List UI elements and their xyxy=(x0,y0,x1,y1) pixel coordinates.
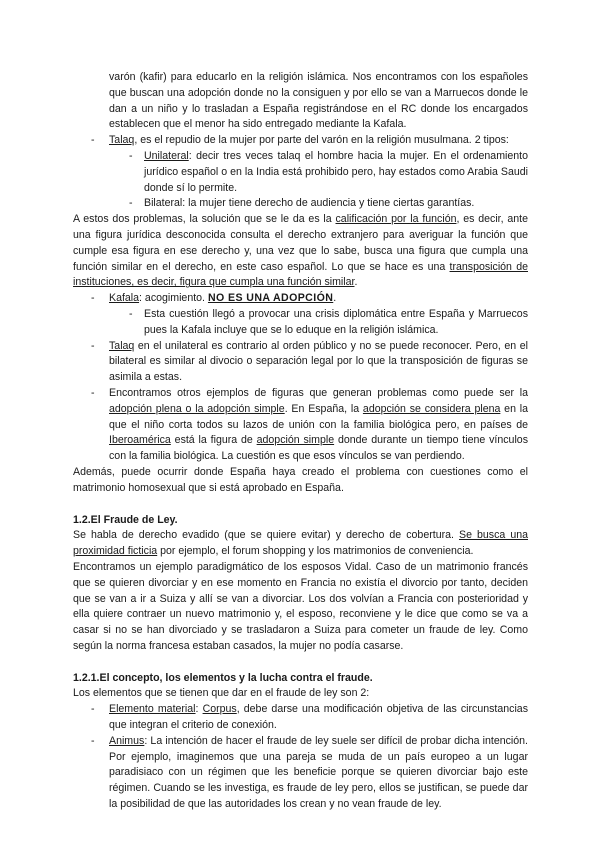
heading-concepto-elementos: 1.2.1.El concepto, los elementos y la lucha contra el fraude. xyxy=(73,671,373,684)
bullet-otros-ejemplos: - Encontramos otros ejemplos de figuras que generan problemas como puede ser la adopción plena o la adopción simple. En España, la adopción se considera plena en la que el niño corta todos su lazos de unión con la familia biológica pero, en países de Iberoamérica está la figura de adopción simple donde durante un tiempo tiene vínculos con la familia biológica. La cuestión es que esos vínculos se van perdiendo. xyxy=(73,386,528,465)
subbullet-unilateral: - Unilateral: decir tres veces talaq el hombre hacia la mujer. En el ordenamiento jurídico español o en la India está prohibido pero, hay estados como Arabia Saudi donde sí lo permite. xyxy=(73,149,528,196)
bullet-talaq-unilateral: - Talaq en el unilateral es contrario al orden público y no se puede reconocer. Pero, en el bilateral es similar al divocio o separación legal por lo que la transposición de figuras se asimila a estas. xyxy=(73,339,528,386)
fraude-paragraph-2: Encontramos un ejemplo paradigmático de los esposos Vidal. Caso de un matrimonio francés que se quieren divorciar y en ese momento en Francia no existía el divorcio por tanto, deciden que se van a ir a Suiza y allí se van a divorciar. Los dos volvían a Francia con posterioridad y ella quiere contraer un nuevo matrimonio y, el esposo, reconviene y le dice que como se va a casar si no se han divorciado y se trasladaron a Suiza para cometer un fraude de ley. Como según la norma francesa estaban casados, la mujer no podía casarse. xyxy=(73,560,528,652)
solution-paragraph: A estos dos problemas, la solución que se le da es la calificación por la función, es decir, ante una figura jurídica desconocida consulta el derecho extranjero para averiguar la función que cumple esa figura en ese derecho y, una vez que lo sabe, busca una figura que cumpla una función similar en el derecho, en este caso español. Lo que se hace es una transposición de instituciones, es decir, figura que cumpla una función similar. xyxy=(73,213,528,289)
document-body xyxy=(73,70,528,813)
heading-fraude-de-ley: 1.2.El Fraude de Ley. xyxy=(73,513,178,526)
fraude-paragraph-1: Se habla de derecho evadido (que se quiere evitar) y derecho de cobertura. Se busca una proximidad ficticia por ejemplo, el forum shopping y los matrimonios de conveniencia. xyxy=(73,529,528,558)
subbullet-kafala-crisis: - Esta cuestión llegó a provocar una crisis diplomática entre España y Marruecos pues la Kafala incluye que se lo eduque en la religión islámica. xyxy=(73,307,528,339)
subbullet-bilateral: - Bilateral: la mujer tiene derecho de audiencia y tiene ciertas garantías. xyxy=(73,196,528,212)
bullet-talaq-definition: - Talaq, es el repudio de la mujer por parte del varón en la religión musulmana. 2 tipos: xyxy=(73,133,528,149)
bullet-kafala: - Kafala: acogimiento. NO ES UNA ADOPCIÓN. xyxy=(73,291,528,307)
elementos-intro: Los elementos que se tienen que dar en el fraude de ley son 2: xyxy=(73,687,370,700)
bullet-animus: - Animus: La intención de hacer el fraude de ley suele ser difícil de probar dicha intención. Por ejemplo, imaginemos que una pareja se muda de un país europeo a un lugar paradisiaco con un régimen que les beneficie porque se quieren divorciar bajo este régimen. Cuando se les investiga, es fraude de ley pero, ellos se justifican, se puede dar la posibilidad de que las autoridades los crean y no vean fraude de ley. xyxy=(73,734,528,813)
ademas-paragraph: Además, puede ocurrir donde España haya creado el problema con cuestiones como el matrimonio homosexual que si está aprobado en España. xyxy=(73,465,528,494)
intro-continuation: varón (kafir) para educarlo en la religión islámica. Nos encontramos con los españoles que buscan una adopción donde no la consiguen y por ello se van a Marruecos donde le dan a un niño y lo trasladan a España registrándose en el RC donde los encargados establecen que el menor ha sido entregado mediante la Kafala. xyxy=(109,71,528,131)
bullet-elemento-material: - Elemento material: Corpus, debe darse una modificación objetiva de las circunstancias que integran el criterio de conexión. xyxy=(73,702,528,734)
